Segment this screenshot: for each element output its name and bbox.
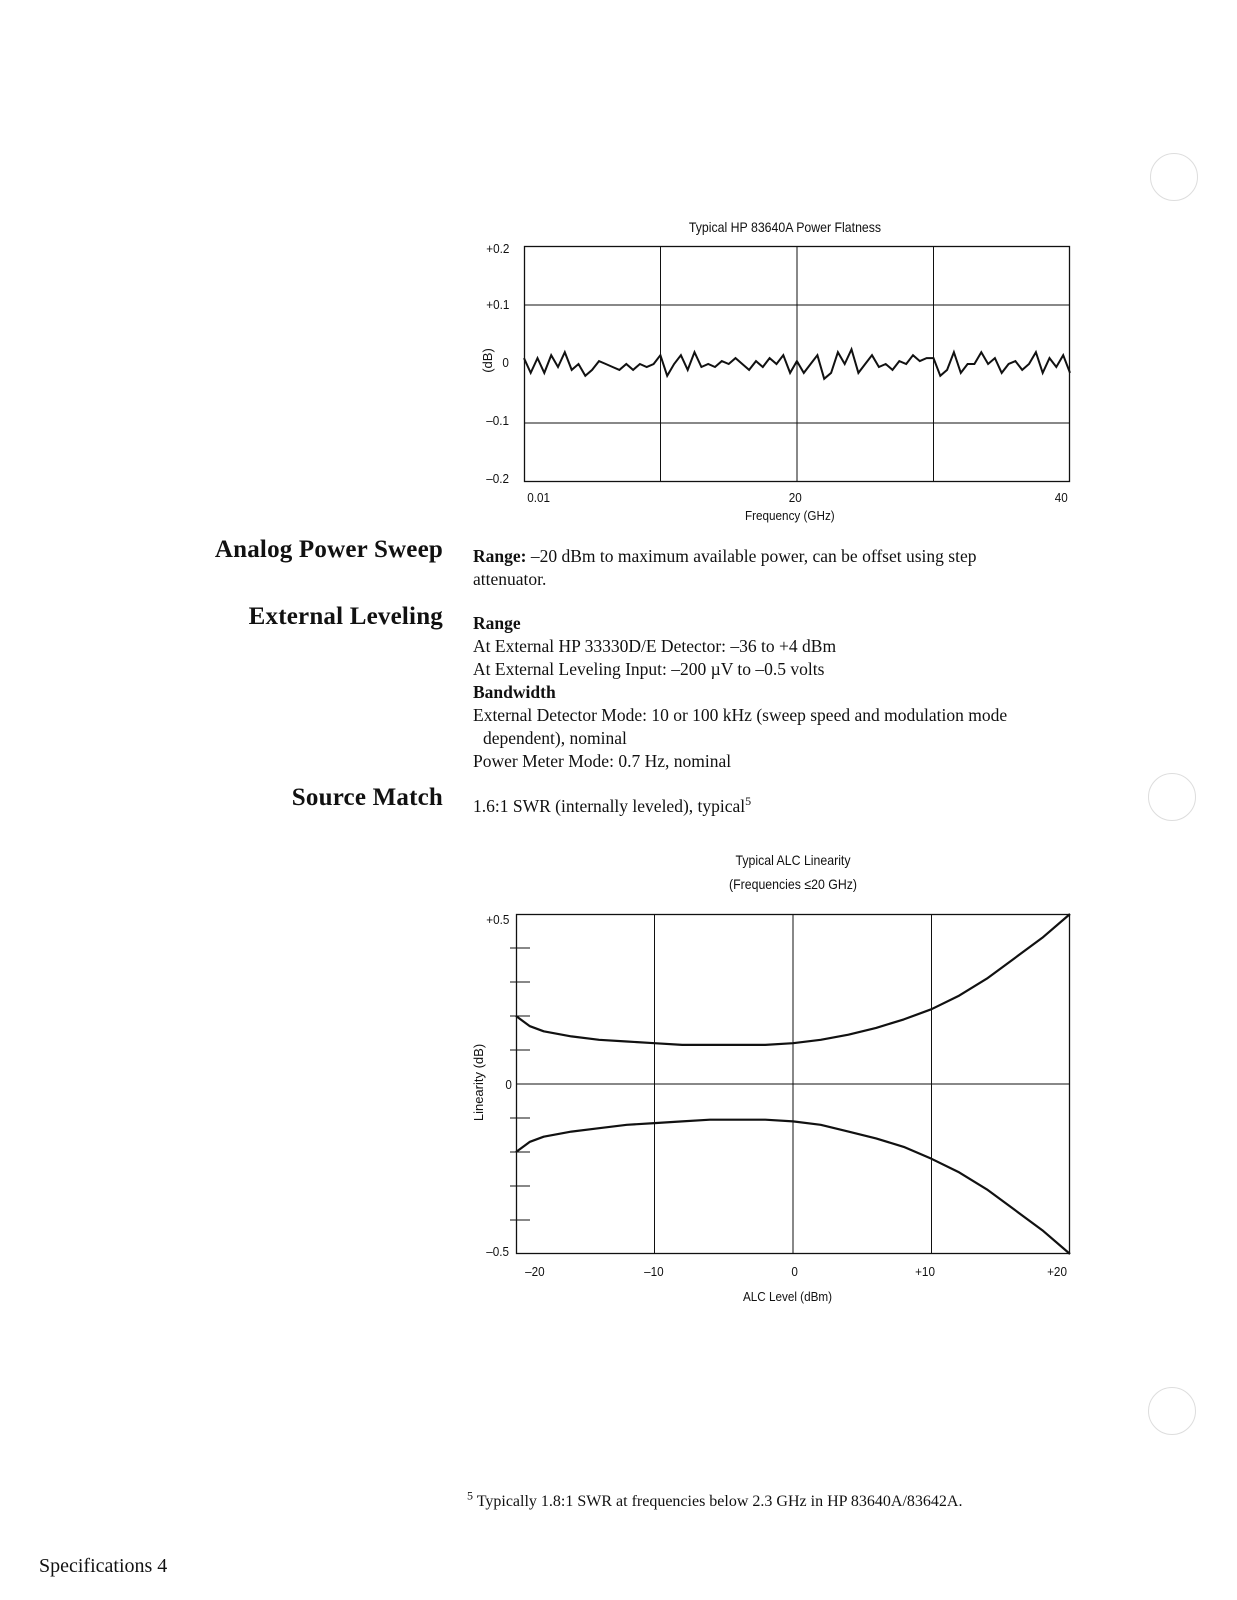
page-footer: Specifications 4 bbox=[39, 1555, 168, 1577]
alc-chart-title-line-2: (Frequencies ≤20 GHz) bbox=[729, 876, 857, 892]
footnote bbox=[467, 1488, 963, 1511]
alc-x-tick: –20 bbox=[525, 1264, 545, 1279]
analog-range-text-2: attenuator. bbox=[473, 569, 547, 589]
analog-range-text: –20 dBm to maximum available power, can be offset using step bbox=[526, 546, 977, 566]
alc-x-axis-label: ALC Level (dBm) bbox=[742, 1289, 833, 1304]
alc-y-tick: 0 bbox=[505, 1077, 512, 1092]
punch-hole-bottom bbox=[1148, 1387, 1196, 1435]
alc-y-tick: +0.5 bbox=[486, 912, 510, 927]
external-range-line-2: At External Leveling Input: –200 µV to –0.5 volts bbox=[473, 659, 825, 679]
footnote-text: Typically 1.8:1 SWR at frequencies below 2.3 GHz in HP 83640A/83642A. bbox=[473, 1493, 963, 1510]
flatness-y-axis-label: (dB) bbox=[479, 348, 495, 373]
external-leveling-body bbox=[473, 612, 1133, 773]
heading-analog-power-sweep: Analog Power Sweep bbox=[214, 536, 443, 563]
external-bw-line-2: Power Meter Mode: 0.7 Hz, nominal bbox=[473, 751, 732, 771]
alc-x-tick: +10 bbox=[915, 1264, 935, 1279]
external-bw-line-1b: dependent), nominal bbox=[483, 728, 627, 748]
source-match-text: 1.6:1 SWR (internally leveled), typical bbox=[473, 796, 746, 816]
flatness-y-tick: +0.1 bbox=[486, 297, 510, 312]
flatness-x-tick: 20 bbox=[788, 490, 802, 505]
heading-source-match: Source Match bbox=[291, 784, 443, 811]
flatness-y-tick: –0.1 bbox=[486, 413, 510, 428]
flatness-plot bbox=[524, 246, 1070, 482]
flatness-y-tick: +0.2 bbox=[486, 241, 510, 256]
punch-hole-top bbox=[1150, 153, 1198, 201]
alc-y-tick: –0.5 bbox=[486, 1244, 510, 1259]
heading-external-leveling: External Leveling bbox=[248, 603, 443, 630]
external-range-line-1: At External HP 33330D/E Detector: –36 to +4 dBm bbox=[473, 636, 837, 656]
footnote-marker: 5 bbox=[467, 1488, 473, 1503]
alc-x-tick: 0 bbox=[791, 1264, 798, 1279]
source-match-body bbox=[473, 795, 1133, 818]
flatness-chart-title: Typical HP 83640A Power Flatness bbox=[688, 219, 882, 235]
flatness-y-tick: 0 bbox=[502, 355, 509, 370]
analog-power-sweep-body bbox=[473, 545, 1133, 591]
punch-hole-middle bbox=[1148, 773, 1196, 821]
analog-range-label: Range: bbox=[473, 546, 527, 566]
external-bw-line-1: External Detector Mode: 10 or 100 kHz (sweep speed and modulation mode bbox=[473, 705, 1008, 725]
flatness-x-tick: 0.01 bbox=[527, 490, 551, 505]
alc-x-tick: +20 bbox=[1047, 1264, 1067, 1279]
flatness-x-axis-label: Frequency (GHz) bbox=[744, 508, 835, 523]
external-range-label: Range bbox=[473, 613, 521, 633]
flatness-y-tick: –0.2 bbox=[486, 471, 510, 486]
alc-x-tick: –10 bbox=[644, 1264, 664, 1279]
alc-plot bbox=[516, 914, 1070, 1254]
alc-y-axis-label: Linearity (dB) bbox=[471, 1043, 487, 1122]
external-bandwidth-label: Bandwidth bbox=[473, 682, 556, 702]
flatness-x-tick: 40 bbox=[1054, 490, 1068, 505]
alc-chart-title-line-1: Typical ALC Linearity bbox=[735, 852, 851, 868]
footnote-ref: 5 bbox=[745, 794, 752, 809]
